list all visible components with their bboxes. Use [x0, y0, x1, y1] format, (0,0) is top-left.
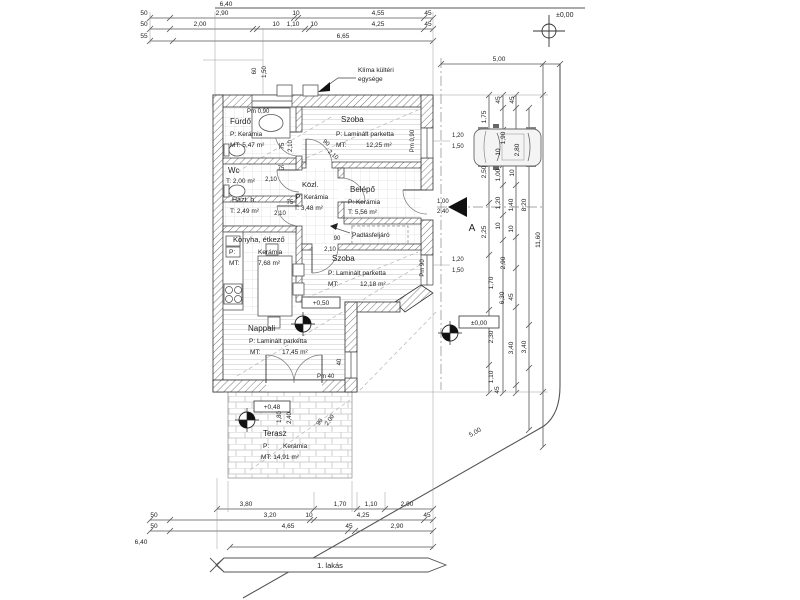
- dim-top: 6,40: [219, 1, 233, 8]
- dim-bottom: 3,20: [263, 512, 277, 519]
- dim-window: 1,50: [262, 66, 268, 78]
- floor-nappali: [223, 310, 345, 380]
- dim-bottom: 1,10: [364, 501, 378, 508]
- dim-door: 90: [333, 236, 341, 242]
- level-label: +0,50: [312, 300, 330, 307]
- dim-right: 45: [508, 293, 515, 301]
- dim-right: 1,90: [500, 131, 507, 145]
- dim-right: 1,10: [488, 370, 495, 384]
- room-floor-terasz: Kerámia: [283, 443, 308, 450]
- dim-right: 3,40: [508, 341, 515, 355]
- dim-window: 1,20: [452, 257, 464, 263]
- level-label: ±0,00: [556, 12, 574, 19]
- level-label: ±0,00: [470, 320, 488, 327]
- dim-right: 2,80: [514, 143, 521, 157]
- room-name-szoba1: Szoba: [341, 115, 364, 124]
- dim-window: 60: [252, 67, 258, 75]
- dim-door: 2,00: [324, 413, 336, 427]
- window-furdo: [252, 95, 292, 107]
- room-area-szoba2: 12,18 m²: [360, 281, 386, 288]
- dim-top: 50: [140, 21, 148, 28]
- dim-right: 6,30: [499, 291, 506, 305]
- dim-top: 10: [292, 10, 300, 17]
- dim-right: 10: [495, 222, 502, 230]
- chair: [293, 283, 304, 295]
- car: [474, 124, 541, 170]
- dim-right: 10: [508, 225, 515, 233]
- dim-right: 3,40: [521, 340, 528, 354]
- room-floor-furdo: P: Kerámia: [230, 131, 263, 138]
- dim-right: 45: [495, 96, 502, 104]
- room-area-konyha: 7,68 m²: [258, 260, 281, 267]
- toilet-tank-wc: [224, 185, 229, 197]
- window-szoba1: [421, 128, 433, 158]
- car-mirror: [493, 124, 499, 128]
- room-area-wc: T: 2,00 m²: [226, 178, 255, 185]
- room-area-nappali: 17,45 m²: [282, 349, 308, 356]
- room-floor-konyha: Kerámia: [258, 249, 283, 256]
- room-area-szoba1: 12,25 m²: [366, 142, 392, 149]
- dim-bottom: 4,65: [281, 523, 295, 530]
- level-label: +0,48: [263, 404, 281, 411]
- dim-door: 2,40: [287, 412, 293, 424]
- dim-right: 2,25: [481, 225, 488, 239]
- room-area-furdo: MT: 5,47 m²: [230, 142, 265, 149]
- dim-door: 2,10: [288, 140, 294, 152]
- dimension-lines-top: [147, 12, 563, 95]
- dim-door: 75: [286, 200, 294, 206]
- dim-door: 2,10: [326, 149, 340, 162]
- dim-bottom: 50: [150, 523, 158, 530]
- room-name-hazt: Házt. h.: [232, 197, 257, 204]
- dim-window: 40: [337, 358, 343, 366]
- dim-bottom: 6,40: [134, 539, 148, 546]
- burner: [226, 296, 233, 303]
- dim-door: 1,80: [277, 411, 283, 423]
- dim-right: 1,20: [495, 196, 502, 210]
- dim-top: 45: [424, 21, 432, 28]
- room-name-wc: Wc: [228, 166, 240, 175]
- dim-bottom: 1,70: [333, 501, 347, 508]
- dim-bottom: 45: [345, 523, 353, 530]
- dim-right: 8,20: [521, 198, 528, 212]
- dim-bottom: 2,90: [390, 523, 404, 530]
- dim-right: 2,30: [488, 330, 495, 344]
- dim-door: 2,10: [324, 247, 336, 253]
- klima-callout-arrow: [318, 82, 330, 92]
- dim-bottom: 45: [423, 512, 431, 519]
- room-name-furdo: Fürdő: [230, 117, 251, 126]
- room-name-konyha: Konyha, étkező: [233, 235, 285, 244]
- dim-top: 50: [140, 10, 148, 17]
- dim-top: 6,65: [336, 33, 350, 40]
- dim-bottom: 4,25: [356, 512, 370, 519]
- dim-top: 55: [140, 33, 148, 40]
- burner: [235, 296, 242, 303]
- dim-top: 10: [272, 21, 280, 28]
- room-name-belepo: Belépő: [350, 185, 375, 194]
- dim-bottom: 3,80: [239, 501, 253, 508]
- room-name-nappali: Nappali: [248, 324, 276, 333]
- title-band: [210, 558, 446, 572]
- dim-door: 2,10: [265, 177, 277, 183]
- dim-door: 75: [280, 142, 286, 150]
- annotation-texts: [135, 1, 574, 546]
- dim-top: 2,90: [215, 10, 229, 17]
- room-area-szoba2: MT:: [328, 281, 339, 288]
- room-area-kozl: T: 3,48 m²: [294, 205, 323, 212]
- dim-door: 2,40: [437, 209, 449, 215]
- washbasin: [259, 115, 283, 132]
- dim-door: 75: [277, 166, 285, 172]
- dim-top: 1,10: [286, 21, 300, 28]
- room-floor-konyha: P:: [229, 249, 236, 256]
- toilet-wc: [229, 185, 245, 197]
- dim-right: 10: [495, 148, 502, 156]
- callout-klima: Klíma kültéri: [358, 67, 394, 74]
- room-area-konyha: MT:: [229, 260, 240, 267]
- dim-right: 2,90: [500, 256, 507, 270]
- dim-door: 90: [321, 138, 331, 148]
- room-area-terasz: MT: 14,91 m²: [261, 454, 299, 461]
- dim-top: 10: [310, 21, 318, 28]
- label-padlasfeljaro: Padlásfeljáró: [352, 232, 390, 239]
- room-area-belepo: T: 5,56 m²: [348, 209, 377, 216]
- room-area-hazt: T: 2,49 m²: [230, 208, 259, 215]
- burner: [235, 287, 242, 294]
- dim-right: 1,00: [495, 168, 502, 182]
- room-area-szoba1: MT:: [336, 142, 347, 149]
- dim-right: 2,50: [481, 165, 488, 179]
- dim-bottom: 10: [305, 512, 313, 519]
- room-name-terasz: Terasz: [263, 429, 287, 438]
- room-floor-nappali: P: Laminált parketta: [249, 338, 307, 345]
- dim-bottom: 50: [150, 512, 158, 519]
- room-area-nappali: MT:: [250, 349, 261, 356]
- section-arrow: [448, 197, 467, 217]
- dim-right: 10: [509, 169, 516, 177]
- chair: [293, 264, 304, 276]
- room-floor-terasz: P:: [263, 443, 270, 450]
- klima-unit: [277, 85, 292, 96]
- dim-right: 1,70: [488, 276, 495, 290]
- dim-right: 45: [509, 96, 516, 104]
- dim-right: 1,75: [481, 110, 488, 124]
- room-name-szoba2: Szoba: [332, 254, 355, 263]
- room-name-kozl: Közl.: [302, 180, 319, 189]
- dim-window: 1,50: [452, 268, 464, 274]
- parapet-label: Pm 0,90: [247, 109, 270, 115]
- room-floor-szoba2: P: Laminált parketta: [328, 270, 386, 277]
- dim-right: 45: [494, 386, 501, 394]
- callout-klima: egysége: [358, 76, 383, 83]
- dim-top: 4,25: [371, 21, 385, 28]
- dim-right: 1,40: [508, 198, 515, 212]
- section-letter: A: [468, 223, 476, 234]
- klima-unit: [303, 85, 318, 96]
- burner: [226, 287, 233, 294]
- dim-top: 45: [424, 10, 432, 17]
- dim-door: 90: [315, 417, 325, 427]
- parapet-label: Pm 40: [317, 374, 335, 380]
- dim-window: 1,20: [452, 133, 464, 139]
- klima-units: [277, 78, 356, 96]
- dim-door: 1,00: [437, 199, 449, 205]
- title-band-label: 1. lakás: [317, 561, 343, 570]
- dim-bottom: 2,90: [400, 501, 414, 508]
- room-floor-kozl: P: Kerámia: [296, 194, 329, 201]
- survey-point: [533, 15, 565, 47]
- dim-door: 2,10: [274, 211, 286, 217]
- dimension-lines-bottom: [147, 478, 436, 550]
- dim-top: 4,55: [371, 10, 385, 17]
- dim-top: 5,00: [492, 56, 506, 63]
- room-floor-szoba1: P: Laminált parketta: [336, 131, 394, 138]
- window-nappali: [345, 352, 357, 378]
- parapet-label: Pm 90: [420, 259, 426, 277]
- dim-right: 11,60: [535, 232, 542, 248]
- toilet-tank-furdo: [224, 144, 229, 156]
- room-floor-belepo: P: Kerámia: [348, 199, 381, 206]
- dim-top: 2,00: [193, 21, 207, 28]
- parapet-label: Pm 0,90: [410, 129, 416, 153]
- dim-site: 5,00: [468, 426, 483, 439]
- dim-window: 1,50: [452, 144, 464, 150]
